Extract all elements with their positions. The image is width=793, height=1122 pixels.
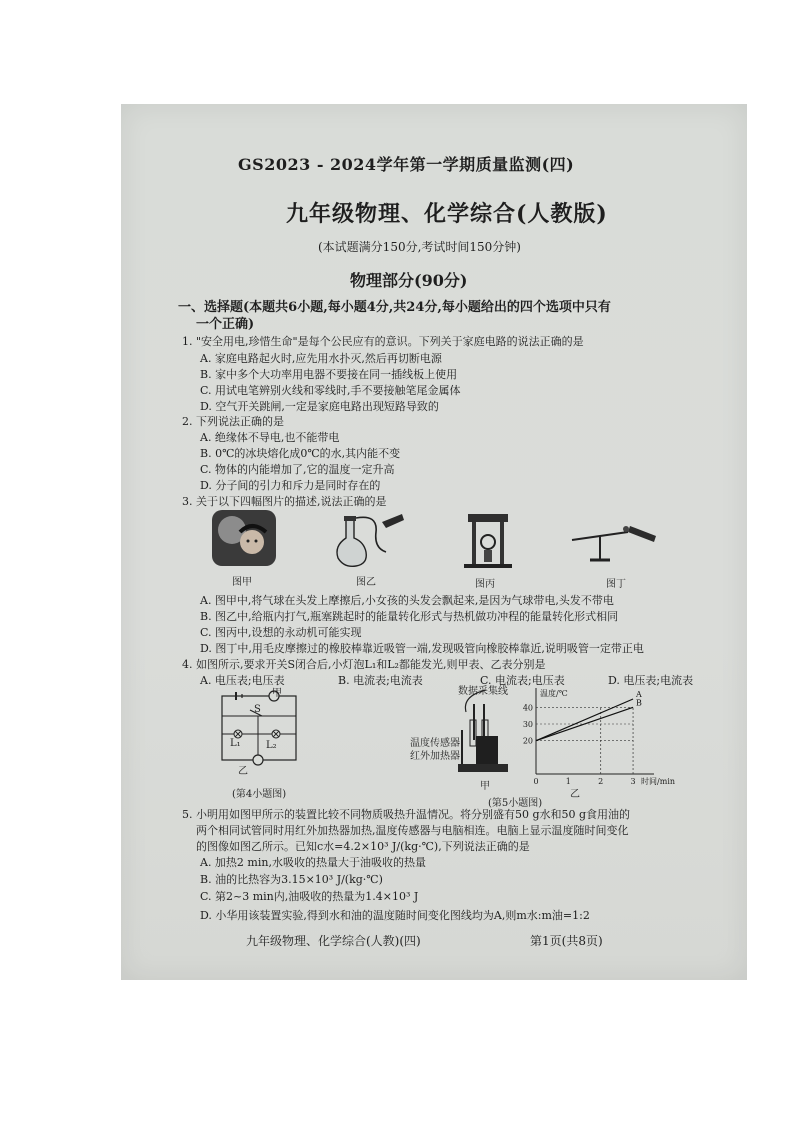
q3-figure-label-ding: 图丁 bbox=[606, 579, 626, 590]
footer-page: 第1页(共8页) bbox=[530, 934, 603, 948]
q4-label-s: S bbox=[254, 704, 261, 715]
q5-apparatus-caption: 甲 bbox=[480, 781, 490, 792]
q3-option-d: D. 图丁中,用毛皮摩擦过的橡胶棒靠近吸管一端,发现吸管向橡胶棒靠近,说明吸管一定带正电 bbox=[200, 642, 644, 655]
q3-figure-jia bbox=[212, 510, 276, 566]
q2-option-d: D. 分子间的引力和斥力是同时存在的 bbox=[200, 479, 381, 492]
q5-option-a: A. 加热2 min,水吸收的热量大于油吸收的热量 bbox=[200, 856, 426, 869]
series-label-b: B bbox=[636, 698, 642, 708]
q3-figure-label-jia: 图甲 bbox=[232, 577, 252, 588]
q4-caption: (第4小题图) bbox=[232, 789, 287, 800]
subject-title: 九年级物理、化学综合(人教版) bbox=[286, 201, 608, 227]
q3-stem: 3. 关于以下四幅图片的描述,说法正确的是 bbox=[182, 495, 387, 508]
q2-option-b: B. 0℃的冰块熔化成0℃的水,其内能不变 bbox=[200, 447, 401, 460]
q3-option-a: A. 图甲中,将气球在头发上摩擦后,小女孩的头发会飘起来,是因为气球带电,头发不带电 bbox=[200, 594, 614, 607]
q3-figure-yi bbox=[332, 512, 408, 568]
q5-apparatus bbox=[452, 690, 512, 776]
q5-label-data-line: 数据采集线 bbox=[458, 686, 508, 697]
y-axis-label: 温度/℃ bbox=[540, 689, 568, 698]
x-tick-label: 3 bbox=[630, 777, 636, 786]
exam-title: GS2023 - 2024学年第一学期质量监测(四) bbox=[238, 155, 575, 174]
footer-left: 九年级物理、化学综合(人教)(四) bbox=[246, 934, 421, 948]
q4-option-b: B. 电流表;电流表 bbox=[338, 674, 423, 687]
q5-option-c: C. 第2~3 min内,油吸收的热量为1.4×10³ J bbox=[200, 890, 419, 903]
q3-figure-ding bbox=[568, 518, 664, 568]
q5-temperature-graph bbox=[520, 688, 676, 788]
q3-figure-bing bbox=[462, 512, 514, 570]
q3-option-b: B. 图乙中,给瓶内打气,瓶塞跳起时的能量转化形式与热机做功冲程的能量转化形式相同 bbox=[200, 610, 619, 623]
q5-option-b: B. 油的比热容为3.15×10³ J/(kg·℃) bbox=[200, 873, 383, 886]
q5-graph-caption: 乙 bbox=[570, 789, 580, 800]
q4-label-yi: 乙 bbox=[238, 766, 248, 777]
q4-option-a: A. 电压表;电压表 bbox=[200, 674, 285, 687]
q5-stem-line3: 的图像如图乙所示。已知c水=4.2×10³ J/(kg·℃),下列说法正确的是 bbox=[196, 840, 530, 853]
q4-circuit-diagram bbox=[214, 688, 304, 776]
q2-option-c: C. 物体的内能增加了,它的温度一定升高 bbox=[200, 463, 395, 476]
q4-label-l1: L₁ bbox=[230, 738, 241, 749]
series-line-a bbox=[536, 699, 633, 741]
part1-heading-line2: 一个正确) bbox=[196, 317, 255, 332]
series-line-b bbox=[536, 707, 633, 740]
series-label-a: A bbox=[636, 690, 642, 699]
y-tick-label: 40 bbox=[522, 703, 533, 713]
q2-option-a: A. 绝缘体不导电,也不能带电 bbox=[200, 431, 340, 444]
q4-option-c: C. 电流表;电压表 bbox=[480, 674, 565, 687]
q4-label-jia: 甲 bbox=[272, 688, 282, 699]
q1-option-b: B. 家中多个大功率用电器不要接在同一插线板上使用 bbox=[200, 368, 458, 381]
part1-heading-line1: 一、选择题(本题共6小题,每小题4分,共24分,每小题给出的四个选项中只有 bbox=[178, 300, 611, 315]
q1-option-d: D. 空气开关跳闸,一定是家庭电路出现短路导致的 bbox=[200, 400, 439, 413]
q1-stem: 1. "安全用电,珍惜生命"是每个公民应有的意识。下列关于家庭电路的说法正确的是 bbox=[182, 335, 584, 348]
x-axis-label: 时间/min bbox=[641, 777, 676, 786]
q1-option-c: C. 用试电笔辨别火线和零线时,手不要接触笔尾金属体 bbox=[200, 384, 461, 397]
q1-option-a: A. 家庭电路起火时,应先用水扑灭,然后再切断电源 bbox=[200, 352, 442, 365]
q3-figure-label-bing: 图丙 bbox=[475, 579, 495, 590]
q5-label-heater: 红外加热器 bbox=[410, 751, 460, 762]
x-tick-label: 2 bbox=[598, 777, 604, 786]
x-tick-label: 1 bbox=[565, 777, 571, 786]
q5-stem-line2: 两个相同试管同时用红外加热器加热,温度传感器与电脑相连。电脑上显示温度随时间变化 bbox=[196, 824, 629, 837]
q2-stem: 2. 下列说法正确的是 bbox=[182, 415, 284, 428]
y-tick-label: 20 bbox=[522, 736, 533, 746]
q5-stem-line1: 5. 小明用如图甲所示的装置比较不同物质吸热升温情况。将分别盛有50 g水和50 g食用油的 bbox=[182, 808, 631, 821]
q4-option-d: D. 电压表;电流表 bbox=[608, 674, 694, 687]
q3-figure-label-yi: 图乙 bbox=[356, 577, 376, 588]
x-tick-label: 0 bbox=[533, 777, 539, 786]
q5-option-d: D. 小华用该装置实验,得到水和油的温度随时间变化图线均为A,则m水:m油=1:2 bbox=[200, 909, 590, 922]
section-title: 物理部分(90分) bbox=[350, 271, 468, 290]
q5-label-sensor: 温度传感器 bbox=[410, 738, 460, 749]
q4-stem: 4. 如图所示,要求开关S闭合后,小灯泡L₁和L₂都能发光,则甲表、乙表分别是 bbox=[182, 658, 546, 671]
exam-note: (本试题满分150分,考试时间150分钟) bbox=[318, 240, 521, 254]
q3-option-c: C. 图丙中,设想的永动机可能实现 bbox=[200, 626, 362, 639]
q5-caption: (第5小题图) bbox=[488, 798, 543, 809]
y-tick-label: 30 bbox=[522, 720, 533, 729]
q4-label-l2: L₂ bbox=[266, 740, 277, 751]
